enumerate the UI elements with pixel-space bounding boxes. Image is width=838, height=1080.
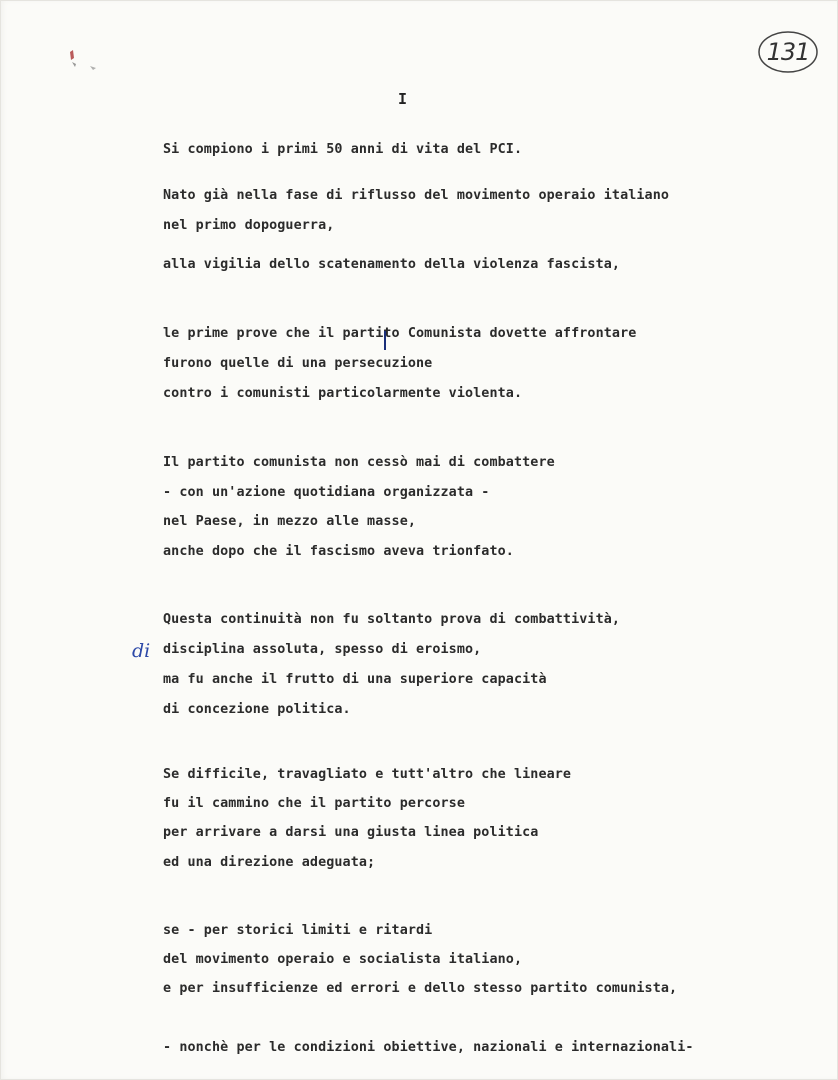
text-line: le prime prove che il partito Comunista dovette affrontare	[163, 326, 637, 341]
text-line: se - per storici limiti e ritardi	[163, 923, 433, 938]
page-number-stamp	[756, 28, 820, 76]
text-line: Il partito comunista non cessò mai di combattere	[163, 455, 555, 470]
page-number: 131	[766, 38, 810, 66]
handwritten-margin-note: di	[132, 640, 151, 662]
text-line: fu il cammino che il partito percorse	[163, 796, 465, 811]
text-line: - con un'azione quotidiana organizzata -	[163, 485, 490, 500]
text-line: contro i comunisti particolarmente violenta.	[163, 386, 523, 401]
text-line: e per insufficienze ed errori e dello stesso partito comunista,	[163, 981, 678, 996]
text-line: del movimento operaio e socialista italiano,	[163, 952, 523, 967]
section-heading: I	[398, 90, 408, 108]
show-through-bleed	[470, 545, 830, 665]
text-line: anche dopo che il fascismo aveva trionfato.	[163, 544, 514, 559]
ink-blot-mark	[66, 46, 106, 76]
text-line: disciplina assoluta, spesso di eroismo,	[163, 642, 482, 657]
text-line: di concezione politica.	[163, 702, 351, 717]
text-line: furono quelle di una persecuzione	[163, 356, 433, 371]
text-line: per arrivare a darsi una giusta linea politica	[163, 825, 539, 840]
text-line: - nonchè per le condizioni obiettive, nazionali e internazionali-	[163, 1040, 694, 1055]
text-line: nel Paese, in mezzo alle masse,	[163, 514, 417, 529]
text-line: Si compiono i primi 50 anni di vita del PCI.	[163, 142, 523, 157]
text-line: ma fu anche il frutto di una superiore capacità	[163, 672, 547, 687]
text-line: Nato già nella fase di riflusso del movimento operaio italiano	[163, 188, 670, 203]
text-line: alla vigilia dello scatenamento della violenza fascista,	[163, 257, 621, 272]
text-line: nel primo dopoguerra,	[163, 218, 335, 233]
text-line: ed una direzione adeguata;	[163, 855, 376, 870]
text-line: Se difficile, travagliato e tutt'altro che lineare	[163, 767, 572, 782]
text-line: Questa continuità non fu soltanto prova di combattività,	[163, 612, 621, 627]
